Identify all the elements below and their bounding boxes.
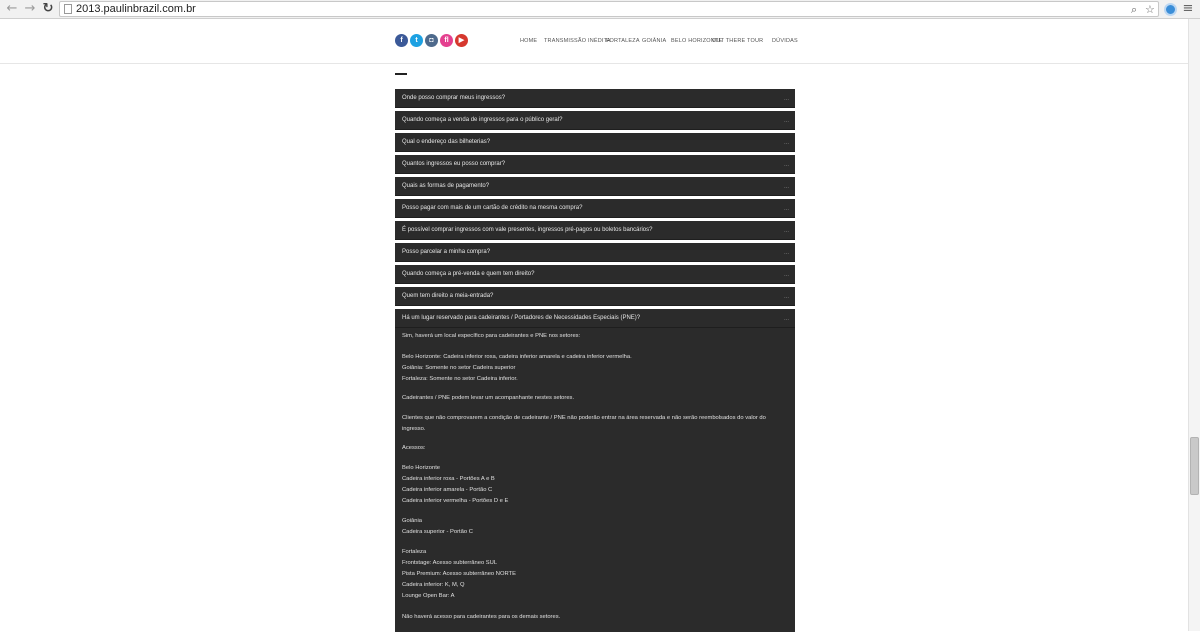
answer-fortaleza-sectors: Fortaleza: Somente no setor Cadeira inferior. (402, 376, 518, 382)
faq-item[interactable] (395, 221, 795, 240)
expand-icon[interactable]: ... (783, 96, 789, 102)
answer-bh-line: Cadeira inferior roxa - Portões A e B (402, 476, 495, 482)
faq-question: Quando começa a pré-venda e quem tem direito? (402, 271, 535, 277)
answer-fortaleza-line: Pista Premium: Acesso subterrâneo NORTE (402, 571, 516, 577)
url-text: 2013.paulinbrazil.com.br (76, 3, 196, 15)
faq-question: Posso parcelar a minha compra? (402, 249, 491, 255)
faq-item[interactable] (395, 287, 795, 306)
menu-icon[interactable]: ≡ (1182, 1, 1194, 16)
faq-item[interactable] (395, 155, 795, 174)
nav-link-out-there-tour[interactable]: OUT THERE TOUR (712, 38, 764, 44)
answer-bh-line: Cadeira inferior vermelha - Portões D e E (402, 498, 509, 504)
youtube-icon[interactable]: ▶ (455, 34, 468, 47)
answer-goiania-title: Goiânia (402, 518, 422, 524)
faq-question: Quantos ingressos eu posso comprar? (402, 161, 506, 167)
address-bar[interactable] (59, 1, 1159, 17)
flickr-icon[interactable]: fl (440, 34, 453, 47)
reload-icon[interactable]: ↻ (42, 1, 54, 16)
twitter-icon[interactable]: t (410, 34, 423, 47)
answer-companion: Cadeirantes / PNE podem levar um acompanhante nestes setores. (402, 395, 575, 401)
nav-link-goi-nia[interactable]: GOIÂNIA (642, 38, 667, 44)
answer-fortaleza-title: Fortaleza (402, 549, 427, 555)
faq-question: É possível comprar ingressos com vale presentes, ingressos pré-pagos ou boletos bancários? (402, 227, 653, 233)
extension-icon[interactable] (1164, 3, 1177, 16)
nav-link-home[interactable]: HOME (520, 38, 538, 44)
answer-bh-line: Cadeira inferior amarela - Portão C (402, 487, 493, 493)
answer-fortaleza-line: Frontstage: Acesso subterrâneo SUL (402, 560, 498, 566)
back-arrow-icon[interactable]: ← (6, 1, 18, 16)
faq-accordion (395, 89, 795, 632)
expand-icon[interactable]: ... (783, 250, 789, 256)
answer-goiania-line: Cadeira superior - Portão C (402, 529, 473, 535)
scrollbar-thumb[interactable] (1190, 437, 1199, 495)
faq-item[interactable] (395, 111, 795, 130)
section-divider (395, 73, 407, 75)
answer-closing: Não haverá acesso para cadeirantes para os demais setores. (402, 614, 561, 620)
faq-item[interactable] (395, 133, 795, 152)
answer-bh-sectors: Belo Horizonte: Cadeira inferior roxa, cadeira inferior amarela e cadeira inferior vermelha. (402, 354, 632, 360)
expand-icon[interactable]: ... (783, 162, 789, 168)
faq-item[interactable] (395, 243, 795, 262)
faq-answer (395, 328, 795, 632)
browser-toolbar (0, 0, 1200, 19)
nav-link-transmiss-o-in-dita[interactable]: TRANSMISSÃO INÉDITA (544, 38, 611, 44)
faq-item[interactable] (395, 177, 795, 196)
answer-bh-title: Belo Horizonte (402, 465, 441, 471)
nav-link-fortaleza[interactable]: FORTALEZA (606, 38, 640, 44)
expand-icon[interactable]: ... (783, 294, 789, 300)
expand-icon[interactable]: ... (783, 228, 789, 234)
faq-question: Onde posso comprar meus ingressos? (402, 95, 506, 101)
answer-fortaleza-line: Lounge Open Bar: A (402, 593, 455, 599)
faq-question: Há um lugar reservado para cadeirantes / Portadores de Necessidades Especiais (PNE)? (402, 315, 641, 321)
faq-item[interactable] (395, 89, 795, 108)
faq-question: Qual o endereço das bilheterias? (402, 139, 491, 145)
answer-access-title: Acessos: (402, 445, 426, 451)
faq-item[interactable] (395, 199, 795, 218)
instagram-icon[interactable]: ◘ (425, 34, 438, 47)
nav-link-d-vidas[interactable]: DÚVIDAS (772, 38, 798, 44)
expand-icon[interactable]: ... (783, 272, 789, 278)
faq-question: Quem tem direito a meia-entrada? (402, 293, 494, 299)
answer-warning: Clientes que não comprovarem a condição de cadeirante / PNE não poderão entrar na área reservada e não serão reembolsados do valor do ingresso. (402, 415, 766, 432)
bookmark-star-icon[interactable]: ☆ (1145, 3, 1155, 16)
zoom-icon[interactable]: ⌕ (1131, 3, 1138, 16)
page-icon (64, 4, 72, 14)
answer-intro: Sim, haverá um local específico para cadeirantes e PNE nos setores: (402, 333, 581, 339)
faq-item-open[interactable] (395, 309, 795, 328)
page-scrollbar[interactable] (1188, 19, 1200, 631)
forward-arrow-icon[interactable]: → (24, 1, 36, 16)
faq-question: Quais as formas de pagamento? (402, 183, 490, 189)
expand-icon[interactable]: ... (783, 118, 789, 124)
faq-item[interactable] (395, 265, 795, 284)
faq-question: Quando começa a venda de ingressos para o público geral? (402, 117, 563, 123)
site-header (0, 19, 1188, 64)
facebook-icon[interactable]: f (395, 34, 408, 47)
expand-icon[interactable]: ... (783, 206, 789, 212)
collapse-icon[interactable]: ... (783, 316, 789, 322)
answer-goiania-sectors: Goiânia: Somente no setor Cadeira superior (402, 365, 516, 371)
expand-icon[interactable]: ... (783, 184, 789, 190)
nav-link-belo-horizonte[interactable]: BELO HORIZONTE (671, 38, 723, 44)
expand-icon[interactable]: ... (783, 140, 789, 146)
faq-question: Posso pagar com mais de um cartão de crédito na mesma compra? (402, 205, 583, 211)
answer-fortaleza-line: Cadeira inferior: K, M, Q (402, 582, 465, 588)
